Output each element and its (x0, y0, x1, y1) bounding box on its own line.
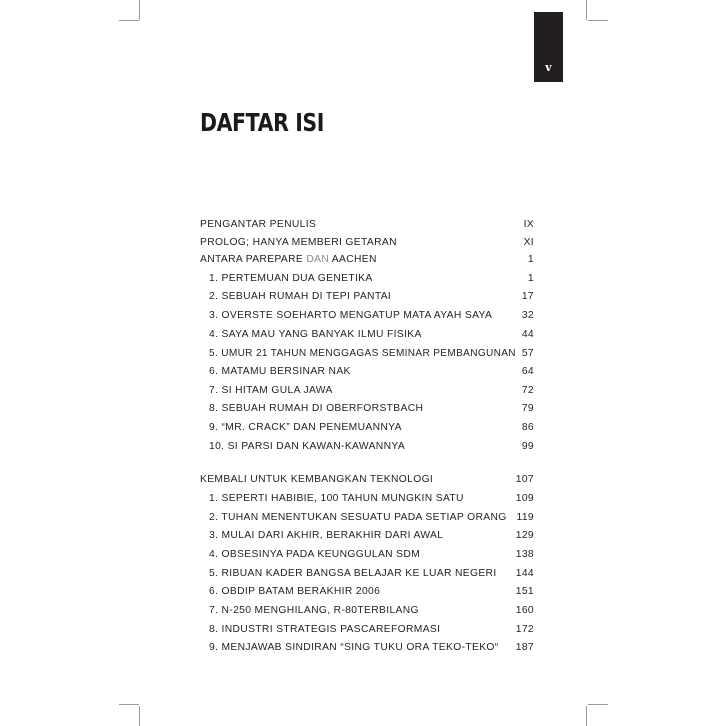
toc-chapter-title: 9. MENJAWAB SINDIRAN “SING TUKU ORA TEKO-TEKO“ (209, 642, 499, 653)
toc-chapter (200, 346, 534, 362)
toc-chapter-page: 160 (515, 605, 534, 616)
toc-chapter (200, 439, 534, 455)
toc-title-part: AACHEN (329, 254, 377, 265)
toc-chapter-title: 7. N-250 MENGHILANG, R-80TERBILANG (209, 605, 419, 616)
toc-entry-page: XI (523, 237, 534, 248)
toc-chapter (200, 308, 534, 324)
toc-chapter (200, 640, 534, 656)
toc-chapter (200, 584, 534, 600)
toc-chapter (200, 510, 534, 526)
toc-chapter (200, 603, 534, 619)
toc-chapter-title: 4. OBSESINYA PADA KEUNGGULAN SDM (209, 549, 421, 560)
toc-chapter (200, 420, 534, 436)
toc-entry (200, 252, 534, 268)
toc-chapter-page: 99 (521, 441, 534, 452)
toc-chapter-title: 1. PERTEMUAN DUA GENETIKA (209, 273, 373, 284)
toc-chapter-page: 72 (521, 385, 534, 396)
toc-chapter-page: 187 (515, 642, 534, 653)
toc-chapter-page: 172 (515, 624, 534, 635)
toc-chapter (200, 271, 534, 287)
toc-entry-page: 1 (527, 254, 534, 265)
toc-title-part: ANTARA PAREPARE (200, 254, 304, 265)
toc-chapter-title: 2. SEBUAH RUMAH DI TEPI PANTAI (209, 291, 392, 302)
toc-chapter-page: 119 (516, 512, 534, 523)
toc-chapter-title: 10. SI PARSI DAN KAWAN-KAWANNYA (209, 441, 406, 452)
toc-chapter (200, 289, 534, 305)
toc-chapter-page: 129 (515, 530, 534, 541)
toc-chapter-page: 64 (521, 366, 534, 377)
toc-chapter-page: 57 (521, 348, 534, 359)
toc-chapter-title: 5. UMUR 21 TAHUN MENGGAGAS SEMINAR PEMBANGUNAN (209, 348, 516, 359)
toc-entry-title: PENGANTAR PENULIS (200, 219, 317, 230)
toc-chapter-page: 151 (515, 586, 534, 597)
toc-chapter (200, 528, 534, 544)
toc-chapter-page: 79 (521, 403, 534, 414)
toc-chapter (200, 383, 534, 399)
toc-chapter (200, 401, 534, 417)
toc-chapter-title: 8. SEBUAH RUMAH DI OBERFORSTBACH (209, 403, 424, 414)
toc-chapter-title: 8. INDUSTRI STRATEGIS PASCAREFORMASI (209, 624, 441, 635)
toc-chapter (200, 327, 534, 343)
toc-entry-title (200, 252, 377, 268)
toc-chapter-page: 1 (527, 273, 534, 284)
toc-chapter-title: 6. MATAMU BERSINAR NAK (209, 366, 351, 377)
page-number: v (545, 61, 552, 74)
toc-chapter-title: 3. MULAI DARI AKHIR, BERAKHIR DARI AWAL (209, 530, 444, 541)
toc-chapter-title: 4. SAYA MAU YANG BANYAK ILMU FISIKA (209, 329, 422, 340)
toc-title-connector: DAN (306, 254, 330, 265)
toc-chapter-title: 9. “MR. CRACK” DAN PENEMUANNYA (209, 422, 402, 433)
toc-chapter (200, 364, 534, 380)
toc-chapter-title: 6. OBDIP BATAM BERAKHIR 2006 (209, 586, 381, 597)
page-title: DAFTAR ISI (200, 108, 324, 137)
toc-entry (200, 235, 534, 251)
toc-chapter-title: 7. SI HITAM GULA JAWA (209, 385, 333, 396)
toc-chapter-page: 32 (521, 310, 534, 321)
toc-chapter (200, 491, 534, 507)
toc-part-heading (200, 472, 534, 488)
toc-chapter (200, 622, 534, 638)
toc-chapter-title: 1. SEPERTI HABIBIE, 100 TAHUN MUNGKIN SATU (209, 493, 464, 504)
toc-chapter-title: 2. TUHAN MENENTUKAN SESUATU PADA SETIAP ORANG (209, 512, 507, 523)
toc-chapter-page: 44 (521, 329, 534, 340)
toc-chapter-page: 86 (521, 422, 534, 433)
toc-chapter-title: 3. OVERSTE SOEHARTO MENGATUP MATA AYAH SAYA (209, 310, 493, 321)
toc-entry-title: PROLOG; HANYA MEMBERI GETARAN (200, 237, 397, 248)
toc-part-title: KEMBALI UNTUK KEMBANGKAN TEKNOLOGI (200, 474, 434, 485)
toc-chapter-page: 138 (515, 549, 534, 560)
toc-entry (200, 217, 534, 233)
toc-chapter (200, 547, 534, 563)
toc-chapter-page: 144 (515, 568, 534, 579)
toc-chapter-page: 17 (521, 291, 534, 302)
toc-entry-page: IX (523, 219, 534, 230)
toc-chapter (200, 566, 534, 582)
toc-chapter-title: 5. RIBUAN KADER BANGSA BELAJAR KE LUAR NEGERI (209, 568, 497, 579)
toc-part-page: 107 (515, 474, 534, 485)
toc-chapter-page: 109 (515, 493, 534, 504)
